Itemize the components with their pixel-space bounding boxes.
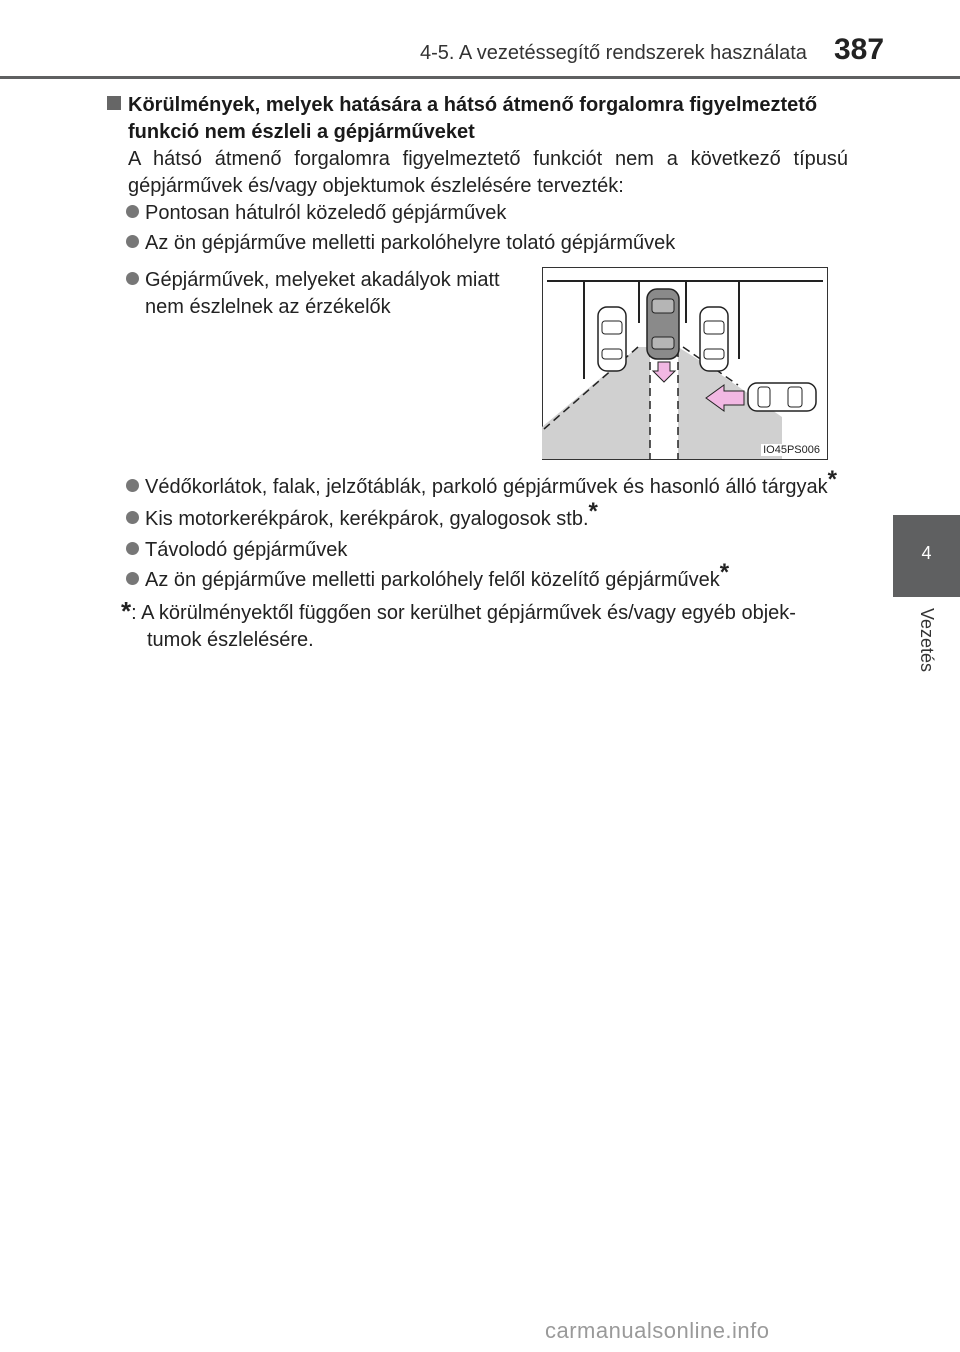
heading-line-1: Körülmények, melyek hatására a hátsó átmenő forgalomra figyelmeztető [128, 94, 818, 116]
parking-illustration [542, 267, 828, 460]
heading-square-icon [107, 96, 121, 110]
list-item [126, 200, 506, 227]
watermark: carmanualsonline.info [545, 1318, 770, 1343]
bullet-text: Távolodó gépjárművek [145, 539, 348, 561]
bullet-text: Védőkorlátok, falak, jelzőtáblák, parkoló gépjárművek és hasonló álló tárgyak [145, 476, 828, 498]
footnote-mark: * [588, 498, 598, 525]
footnote-line-2: tumok észlelésére. [147, 629, 314, 651]
list-item [126, 230, 675, 257]
bullet-icon [126, 572, 139, 585]
footnote [121, 598, 851, 654]
bullet-icon [126, 542, 139, 555]
footnote-line-1: : A körülményektől függően sor kerülhet gépjárművek és/vagy egyéb objek- [131, 602, 796, 624]
bullet-text-cont: nem észlelnek az érzékelők [145, 296, 391, 318]
list-item [126, 466, 837, 501]
list-item [126, 537, 347, 564]
chapter-number: 4 [921, 543, 932, 563]
bullet-icon [126, 511, 139, 524]
header-divider [0, 76, 960, 79]
section-heading [107, 92, 867, 146]
bullet-icon [126, 479, 139, 492]
parking-diagram [542, 267, 828, 460]
own-car [647, 289, 679, 359]
page-number: 387 [834, 33, 885, 66]
list-item [126, 267, 500, 321]
chapter-tab [893, 515, 960, 597]
bullet-text: Pontosan hátulról közeledő gépjárművek [145, 202, 507, 224]
parked-car-left [598, 307, 626, 371]
bullet-icon [126, 235, 139, 248]
bullet-icon [126, 272, 139, 285]
approaching-car [748, 383, 816, 411]
list-item [126, 498, 598, 533]
bullet-icon [126, 205, 139, 218]
bullet-text: Az ön gépjárműve melletti parkolóhelyre tolató gépjárművek [145, 232, 676, 254]
footnote-mark: * [827, 466, 837, 493]
chapter-label-text: Vezetés [917, 608, 937, 673]
heading-line-2: funkció nem észleli a gépjárműveket [128, 121, 475, 143]
bullet-text: Gépjárművek, melyeket akadályok miatt [145, 269, 500, 291]
footnote-mark: * [719, 559, 730, 586]
figure-code: IO45PS006 [763, 444, 820, 456]
bullet-text: Kis motorkerékpárok, kerékpárok, gyalogosok stb. [145, 508, 589, 530]
parked-car-right [700, 307, 728, 371]
footnote-star: * [121, 596, 132, 626]
section-title: 4-5. A vezetéssegítő rendszerek használata [420, 42, 807, 64]
list-item [126, 559, 730, 594]
chapter-label [893, 608, 960, 684]
bullet-text: Az ön gépjárműve melletti parkolóhely felől közelítő gépjárművek [145, 569, 720, 591]
intro-paragraph: A hátsó átmenő forgalomra figyelmeztető funkciót nem a következő típusú gépjárművek és/vagy objektumok észlelésére tervezték: [128, 148, 848, 197]
